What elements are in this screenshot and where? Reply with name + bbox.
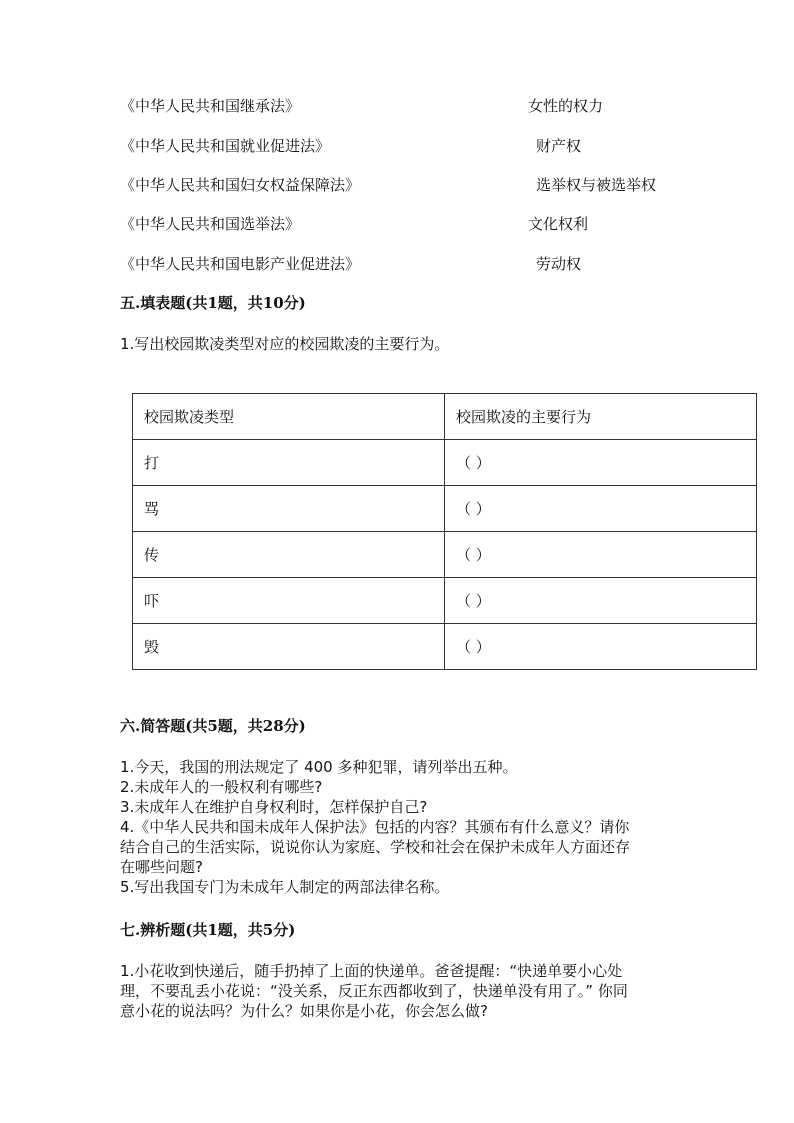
question-item: 1.今天，我国的刑法规定了 400 多种犯罪，请列举出五种。 [120, 758, 518, 776]
table-row [133, 578, 757, 624]
answer-blank-cell[interactable]: （ ） [445, 532, 757, 578]
bullying-type-cell: 毁 [133, 624, 445, 670]
paragraph-line: 1.小花收到快递后，随手扔掉了上面的快递单。爸爸提醒：“快递单要小心处 [120, 962, 623, 980]
right-item: 劳动权 [536, 255, 582, 273]
paragraph-line: 意小花的说法吗？为什么？如果你是小花，你会怎么做? [120, 1002, 488, 1020]
law-item: 《中华人民共和国继承法》 [120, 97, 301, 115]
question-item-continued: 在哪些问题? [120, 858, 203, 876]
table-row [133, 440, 757, 486]
question-item: 3.未成年人在维护自身权利时，怎样保护自己? [120, 798, 428, 816]
law-item: 《中华人民共和国电影产业促进法》 [120, 255, 361, 273]
bullying-type-cell: 打 [133, 440, 445, 486]
table-header-cell: 校园欺凌的主要行为 [445, 394, 757, 440]
answer-blank-cell[interactable]: （ ） [445, 486, 757, 532]
question-paragraph [120, 961, 628, 1021]
section-heading: 五.填表题(共1题，共10分) [120, 294, 306, 312]
law-item: 《中华人民共和国妇女权益保障法》 [120, 176, 361, 194]
bullying-table [132, 393, 757, 670]
right-item: 女性的权力 [528, 97, 604, 115]
question-item-continued: 结合自己的生活实际，说说你认为家庭、学校和社会在保护未成年人方面还存 [120, 838, 631, 856]
answer-blank-cell[interactable]: （ ） [445, 578, 757, 624]
bullying-type-cell: 吓 [133, 578, 445, 624]
law-item: 《中华人民共和国就业促进法》 [120, 137, 331, 155]
table-row [133, 532, 757, 578]
right-item: 文化权利 [528, 215, 589, 233]
question-item: 5.写出我国专门为未成年人制定的两部法律名称。 [120, 878, 450, 896]
question-text: 1.写出校园欺凌类型对应的校园欺凌的主要行为。 [120, 335, 450, 353]
question-list [120, 757, 630, 897]
question-item: 2.未成年人的一般权利有哪些? [120, 778, 323, 796]
answer-blank-cell[interactable]: （ ） [445, 624, 757, 670]
section-heading: 七.辨析题(共1题，共5分) [120, 921, 296, 939]
paragraph-line: 理，不要乱丢小花说：“没关系，反正东西都收到了，快递单没有用了。” 你同 [120, 982, 628, 1000]
section-heading: 六.简答题(共5题，共28分) [120, 717, 306, 735]
table-row [133, 624, 757, 670]
table-header-row [133, 394, 757, 440]
bullying-type-cell: 传 [133, 532, 445, 578]
law-item: 《中华人民共和国选举法》 [120, 215, 301, 233]
bullying-type-cell: 骂 [133, 486, 445, 532]
table-row [133, 486, 757, 532]
question-item: 4.《中华人民共和国未成年人保护法》包括的内容？其颁布有什么意义？请你 [120, 818, 630, 836]
answer-blank-cell[interactable]: （ ） [445, 440, 757, 486]
table-header-cell: 校园欺凌类型 [133, 394, 445, 440]
right-item: 财产权 [536, 137, 582, 155]
right-item: 选举权与被选举权 [536, 176, 657, 194]
